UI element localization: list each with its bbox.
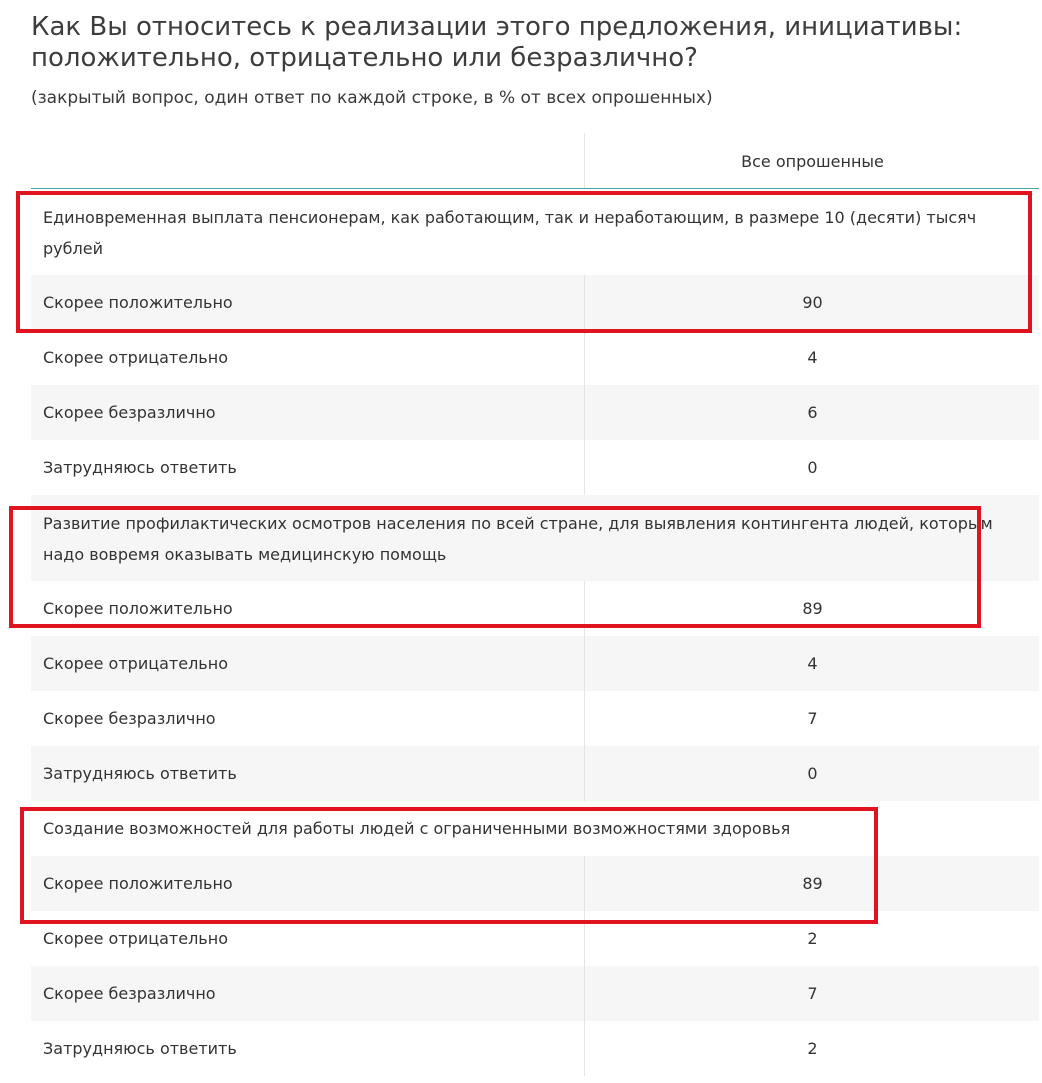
answer-label: Скорее безразлично <box>43 984 216 1003</box>
answer-row <box>31 1021 1039 1077</box>
answer-row <box>31 636 1039 691</box>
answer-row <box>31 966 1039 1021</box>
question-row <box>31 189 1039 275</box>
answer-label: Скорее отрицательно <box>43 654 228 673</box>
answer-label: Затрудняюсь ответить <box>43 1039 237 1058</box>
question-row <box>31 495 1039 581</box>
answer-value: 4 <box>584 330 1040 385</box>
table-header-row <box>31 133 1039 189</box>
answer-row <box>31 691 1039 746</box>
answer-row <box>31 440 1039 495</box>
answer-value: 7 <box>584 691 1040 746</box>
answer-value: 2 <box>584 1021 1040 1076</box>
answer-value: 89 <box>584 856 1040 911</box>
column-header-all-respondents: Все опрошенные <box>584 133 1040 188</box>
page-subtitle: (закрытый вопрос, один ответ по каждой строке, в % от всех опрошенных) <box>31 88 713 108</box>
answer-row <box>31 911 1039 966</box>
question-text: Развитие профилактических осмотров населения по всей стране, для выявления контингента людей, которым надо вовремя оказывать медицинскую помощь <box>43 514 993 564</box>
answer-value: 90 <box>584 275 1040 330</box>
survey-table <box>31 133 1039 1077</box>
answer-value: 2 <box>584 911 1040 966</box>
answer-value: 6 <box>584 385 1040 440</box>
answer-row <box>31 385 1039 440</box>
answer-row <box>31 746 1039 801</box>
answer-row <box>31 275 1039 330</box>
question-text: Единовременная выплата пенсионерам, как работающим, так и неработающим, в размере 10 (десяти) тысяч рублей <box>43 208 977 258</box>
answer-value: 89 <box>584 581 1040 636</box>
answer-label: Скорее положительно <box>43 599 233 618</box>
answer-value: 7 <box>584 966 1040 1021</box>
answer-value: 0 <box>584 440 1040 495</box>
question-text: Создание возможностей для работы людей с ограниченными возможностями здоровья <box>43 819 791 838</box>
answer-label: Скорее отрицательно <box>43 348 228 367</box>
answer-label: Скорее положительно <box>43 874 233 893</box>
answer-row <box>31 581 1039 636</box>
answer-row <box>31 856 1039 911</box>
answer-label: Скорее безразлично <box>43 709 216 728</box>
answer-label: Скорее положительно <box>43 293 233 312</box>
answer-label: Скорее безразлично <box>43 403 216 422</box>
answer-label: Затрудняюсь ответить <box>43 764 237 783</box>
question-row <box>31 801 1039 856</box>
page-title: Как Вы относитесь к реализации этого предложения, инициативы: положительно, отрицательно или безразлично? <box>31 12 963 73</box>
answer-row <box>31 330 1039 385</box>
answer-label: Затрудняюсь ответить <box>43 458 237 477</box>
answer-value: 0 <box>584 746 1040 801</box>
answer-label: Скорее отрицательно <box>43 929 228 948</box>
answer-value: 4 <box>584 636 1040 691</box>
